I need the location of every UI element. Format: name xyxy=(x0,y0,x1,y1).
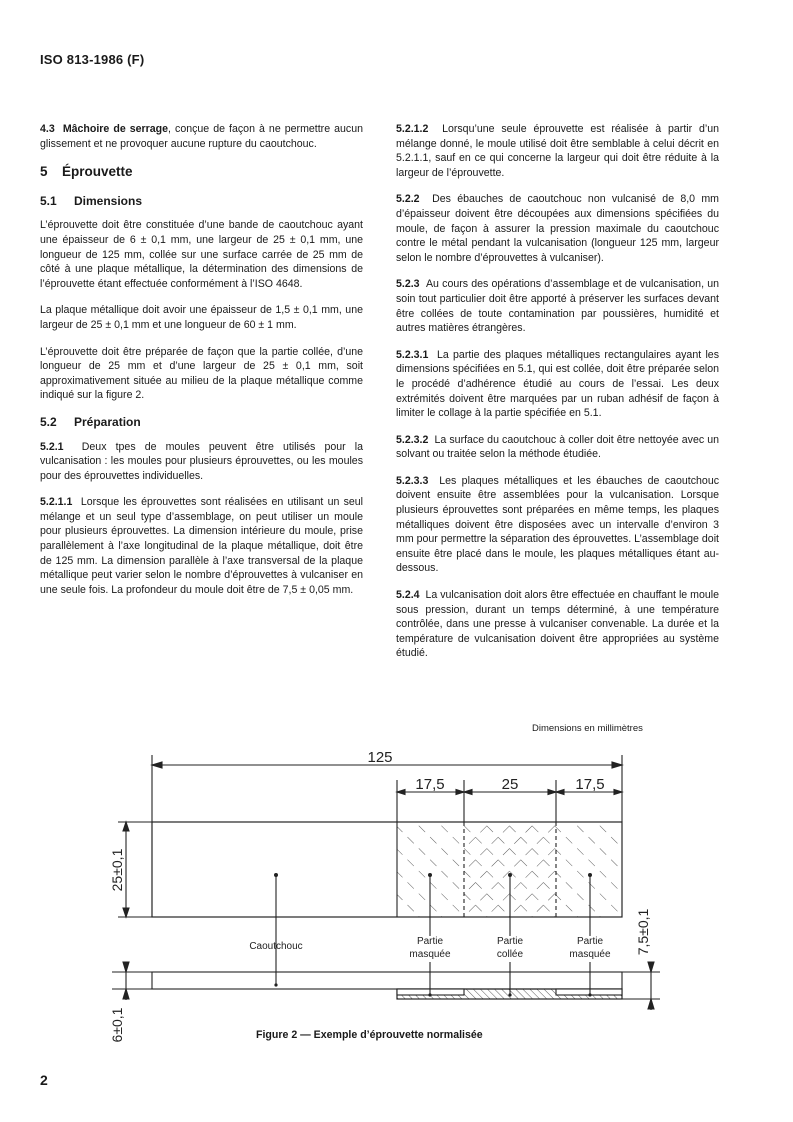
dim-mid: 25 xyxy=(501,776,519,793)
clause-text: Au cours des opérations d’assemblage et de vulcanisation, un soin tout particulier doit être apporté à préserver les surfaces devant être collées de toute contamination par poussières, humidité et autres matières étrangères. xyxy=(396,278,720,335)
clause-number: 5.2.1.2 xyxy=(396,123,429,135)
clause-text: Lorsque les éprouvettes sont réalisées en utilisant un seul mélange et un seul type d’assemblage, on peut utiliser un moule pour plusieurs éprouvettes. La dimension intérieure du moule, prise parallèlement à l’axe longitudinal de la plaque métallique, doit être de 125 mm. La dimension parallèle à l’axe transversal de la plaque métallique peut varier selon le nombre d’éprouvettes à vulcaniser en une seule fois. La profondeur du moule doit être de 7,5 ± 0,05 mm. xyxy=(40,496,363,596)
paragraph-5-1-a: L’éprouvette doit être constituée d’une bande de caoutchouc ayant une épaisseur de 6 ± 0,1 mm, une largeur de 25 ± 0,1 mm, une longueur de 125 mm, collée sur une surface carrée de 25 mm de côté à une plaque métallique, la détermination des dimensions de l’éprouvette étant effectuée conformément à l’ISO 4648. xyxy=(40,219,363,290)
clause-text: , conçue de façon à ne permettre aucun glissement et ne provoquer aucune rupture du caoutchouc. xyxy=(40,123,363,150)
clause-number: 5.2.3.1 xyxy=(396,348,429,361)
clause-text: Les plaques métalliques et les ébauches de caoutchouc doivent ensuite être assemblées pour la vulcanisation. Lorsque plusieurs éprouvettes sont préparées en même temps, les plaques métalliques doivent être disposées avec un intervalle d’environ 3 mm pour permettre la séparation des éprouvettes. L’assemblage doit ensuite être placé dans le moule, les plaques métalliques étant au-dessous. xyxy=(396,474,720,575)
section-title: Éprouvette xyxy=(62,164,133,180)
paragraph-5-1-b: La plaque métallique doit avoir une épaisseur de 1,5 ± 0,1 mm, une largeur de 25 ± 0,1 mm et une longueur de 60 ± 1 mm. xyxy=(40,304,363,331)
figure-caption: Figure 2 — Exemple d’éprouvette normalisée xyxy=(256,1029,483,1041)
dim-total: 125 xyxy=(367,749,393,766)
dim-left: 17,5 xyxy=(415,776,445,793)
label-bonded-1: Partie xyxy=(496,936,524,947)
dim-overall: 7,5±0,1 xyxy=(635,908,651,956)
label-masked-right-1: Partie xyxy=(576,936,604,947)
clause-number: 5.2.3.3 xyxy=(396,474,429,487)
section-number: 5.1 xyxy=(40,193,57,208)
section-number: 5.2 xyxy=(40,414,57,429)
clause-text: La partie des plaques métalliques rectangulaires ayant les dimensions spécifiées en 5.1, qui est collée, doit être préparée selon le procédé d’adhérence étudié au cours de l’essai. Les deux extrémités doivent être marquées par un ruban adhésif de façon à limiter le collage à la partie spécifiée en 5.1. xyxy=(396,348,719,420)
label-masked-left-2: masquée xyxy=(409,949,451,960)
section-title: Préparation xyxy=(74,414,141,429)
dim-right: 17,5 xyxy=(575,776,605,793)
page-number: 2 xyxy=(40,1072,48,1088)
dim-width: 25±0,1 xyxy=(109,848,125,892)
clause-text: Des ébauches de caoutchouc non vulcanisé de 8,0 mm d’épaisseur doivent être découpées aux dimensions spécifiées du moule, de façon à assurer la pression maximale du caoutchouc contre le métal pendant la vulcanisation (longueur 125 mm, largeur selon le nombre d’éprouvettes à vulcaniser). xyxy=(396,193,719,264)
clause-number: 5.2.2 xyxy=(396,193,420,206)
label-masked-right-2: masquée xyxy=(569,949,611,960)
label-bonded-2: collée xyxy=(496,949,524,960)
clause-title: Mâchoire de serrage xyxy=(62,123,169,135)
clause-number: 5.2.3.2 xyxy=(396,433,429,446)
clause-number: 5.2.1 xyxy=(40,440,64,453)
paragraph-5-1-c: L’éprouvette doit être préparée de façon que la partie collée, d’une longueur de 25 mm et d’une largeur de 25 ± 0,1 mm, soit approximativement située au milieu de la plaque métallique comme indiqué sur la figure 2. xyxy=(40,345,363,402)
clause-number: 5.2.3 xyxy=(396,278,420,291)
clause-number: 5.2.1.1 xyxy=(40,496,73,509)
clause-text: Lorsqu’une seule éprouvette est réalisée à partir d’un mélange donné, le moule utilisé doit être semblable à celui décrit en 5.2.1.1, sauf en ce qui concerne la largeur qui doit être réduite à la largeur de l’éprouvette. xyxy=(396,123,719,179)
label-masked-left-1: Partie xyxy=(416,936,444,947)
units-note: Dimensions en millimètres xyxy=(532,723,643,734)
section-title: Dimensions xyxy=(74,193,143,208)
clause-text: La vulcanisation doit alors être effectuée en chauffant le moule sous pression, durant un temps déterminé, à une température contrôlée, dans une presse à vulcaniser convenable. La durée et la température de vulcanisation doivent être appropriées au système étudié. xyxy=(396,589,719,660)
clause-text: Deux tpes de moules peuvent être utilisés pour la vulcanisation : les moules pour plusieurs éprouvettes, ou les moules pour des éprouvettes individuelles. xyxy=(40,440,363,482)
clause-text: La surface du caoutchouc à coller doit être nettoyée avec un solvant ou traitée selon la méthode étudiée. xyxy=(396,433,719,461)
clause-number: 4.3 xyxy=(40,123,55,135)
label-rubber: Caoutchouc xyxy=(249,941,303,952)
clause-number: 5.2.4 xyxy=(396,589,420,602)
specimen-side-view xyxy=(152,972,622,989)
dim-rubber: 6±0,1 xyxy=(109,1007,125,1043)
section-number: 5 xyxy=(40,164,48,180)
page-header: ISO 813-1986 (F) xyxy=(40,52,145,67)
